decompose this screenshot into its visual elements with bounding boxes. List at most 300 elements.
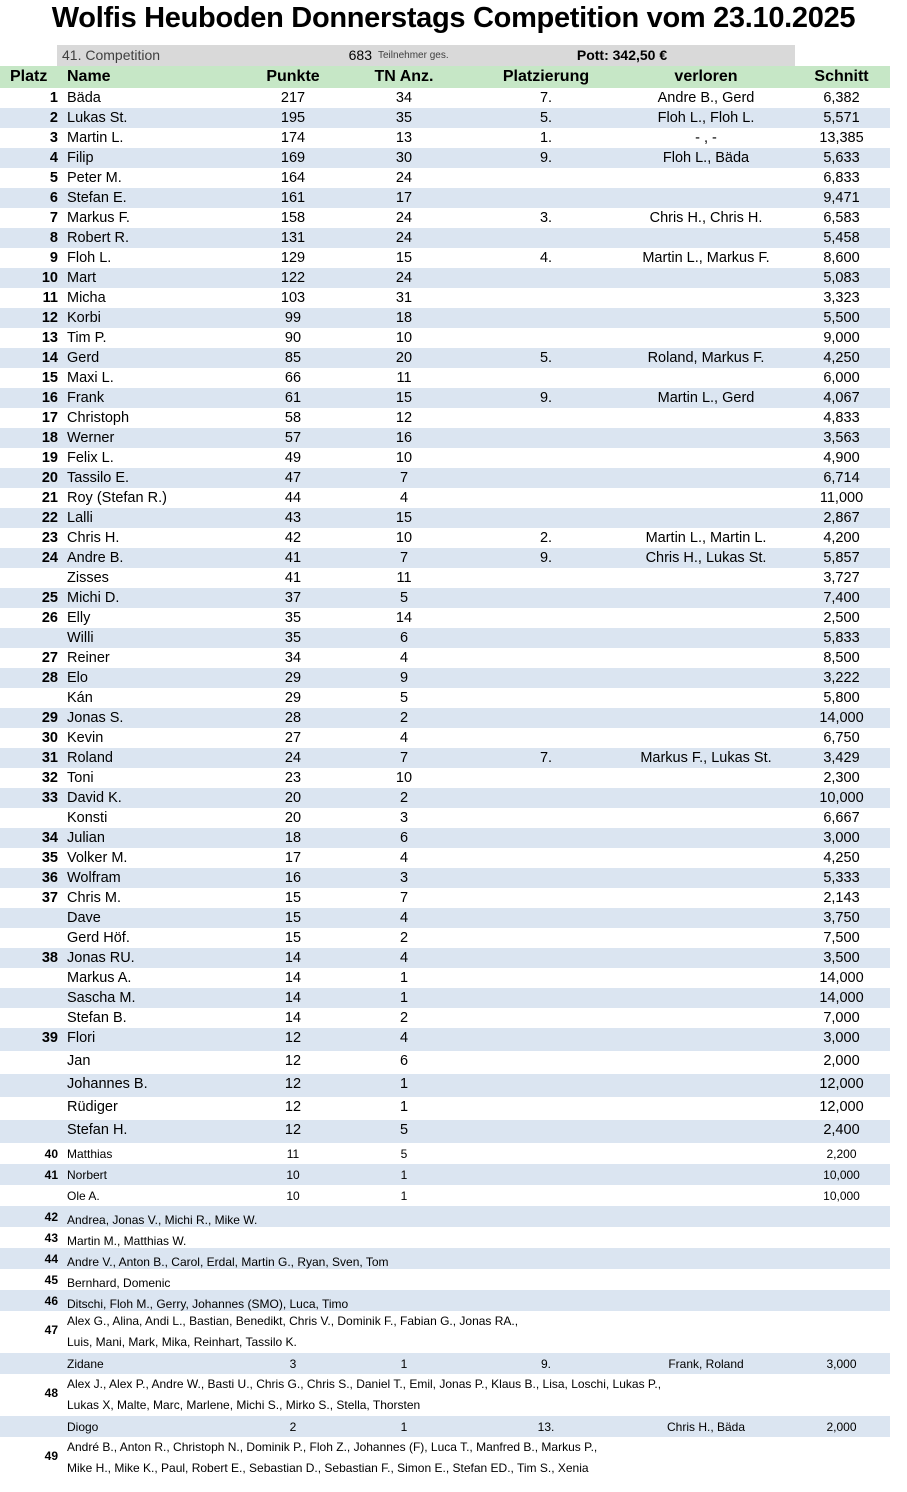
cell-platz: 46: [44, 1294, 58, 1308]
cell-tn: 4: [399, 730, 409, 746]
cell-platzierung: 13.: [537, 1420, 555, 1434]
cell-tn: 4: [399, 950, 409, 966]
cell-name: Filip: [67, 150, 94, 166]
cell-tn: 10: [395, 330, 413, 346]
cell-tn: 2: [399, 930, 409, 946]
cell-platzierung: 7.: [539, 750, 553, 766]
cell-punkte: 12: [284, 1099, 302, 1115]
table-row: [0, 768, 890, 788]
table-row: [0, 748, 890, 768]
cell-punkte: 164: [280, 170, 306, 186]
cell-verloren: Chris H., Lukas St.: [645, 550, 767, 566]
cell-tn: 3: [399, 870, 409, 886]
cell-schnitt: 12,000: [819, 1076, 864, 1092]
cell-name: Sascha M.: [67, 990, 136, 1006]
cell-name: Mart: [67, 270, 96, 286]
table-row: [0, 648, 890, 668]
cell-schnitt: 7,000: [823, 1010, 860, 1026]
cell-punkte: 37: [284, 590, 302, 606]
table-row: [0, 168, 890, 188]
cell-names-group: Martin M., Matthias W.: [67, 1234, 187, 1248]
table-row: [0, 668, 890, 688]
table-row: [0, 588, 890, 608]
cell-name: Stefan B.: [67, 1010, 127, 1026]
table-row: [0, 288, 890, 308]
cell-punkte: 3: [289, 1357, 297, 1371]
cell-name: Robert R.: [67, 230, 130, 246]
cell-punkte: 129: [280, 250, 306, 266]
table-row: [0, 1164, 890, 1185]
table-row: [0, 388, 890, 408]
cell-name: Roy (Stefan R.): [67, 490, 167, 506]
table-row: [0, 1248, 890, 1269]
cell-name: Tim P.: [67, 330, 107, 346]
cell-schnitt: 10,000: [819, 790, 864, 806]
table-row: [0, 408, 890, 428]
cell-platzierung: 9.: [539, 150, 553, 166]
table-row: [0, 1311, 890, 1353]
cell-punkte: 2: [289, 1420, 297, 1434]
cell-names-line: André B., Anton R., Christoph N., Dominik P., Floh Z., Johannes (F), Luca T., Manfred B., Markus P.,: [67, 1440, 598, 1454]
cell-platz: 14: [41, 350, 58, 366]
cell-schnitt: 5,571: [823, 110, 860, 126]
cell-platz: 19: [41, 450, 58, 466]
cell-punkte: 44: [284, 490, 302, 506]
cell-name: Julian: [67, 830, 105, 846]
cell-schnitt: 2,300: [823, 770, 860, 786]
table-row: [0, 1120, 890, 1143]
table-row: [0, 1269, 890, 1290]
cell-punkte: 15: [284, 930, 302, 946]
cell-schnitt: 8,600: [823, 250, 860, 266]
cell-platz: 40: [44, 1147, 58, 1161]
table-row: [0, 308, 890, 328]
table-row: [0, 1074, 890, 1097]
table-row: [0, 1290, 890, 1311]
cell-tn: 1: [399, 990, 409, 1006]
cell-schnitt: 5,458: [823, 230, 860, 246]
cell-schnitt: 6,750: [823, 730, 860, 746]
cell-name: Markus F.: [67, 210, 130, 226]
cell-platz: 47: [44, 1323, 58, 1337]
cell-tn: 30: [395, 150, 413, 166]
table-row: [0, 88, 890, 108]
cell-schnitt: 13,385: [819, 130, 864, 146]
table-row: [0, 908, 890, 928]
cell-tn: 17: [395, 190, 413, 206]
cell-schnitt: 5,500: [823, 310, 860, 326]
cell-schnitt: 10,000: [823, 1189, 860, 1203]
cell-names-group: [67, 1437, 867, 1479]
cell-name: Jonas RU.: [67, 950, 135, 966]
cell-platz: 4: [49, 150, 58, 166]
cell-platz: 38: [41, 950, 58, 966]
cell-platz: 20: [41, 470, 58, 486]
cell-tn: 15: [395, 250, 413, 266]
cell-schnitt: 4,833: [823, 410, 860, 426]
cell-punkte: 10: [286, 1189, 300, 1203]
cell-platzierung: 5.: [539, 350, 553, 366]
table-column-header: [0, 66, 890, 88]
cell-punkte: 12: [284, 1030, 302, 1046]
cell-name: Michi D.: [67, 590, 120, 606]
cell-name: Chris M.: [67, 890, 121, 906]
cell-platz: 2: [49, 110, 58, 126]
cell-platz: 42: [44, 1210, 58, 1224]
table-row: [0, 708, 890, 728]
cell-schnitt: 6,667: [823, 810, 860, 826]
cell-punkte: 47: [284, 470, 302, 486]
cell-schnitt: 2,000: [823, 1053, 860, 1069]
cell-tn: 6: [399, 830, 409, 846]
cell-name: Jan: [67, 1053, 91, 1069]
table-row: [0, 948, 890, 968]
cell-platz: 17: [41, 410, 58, 426]
page-title: Wolfis Heuboden Donnerstags Competition vom 23.10.2025: [51, 2, 856, 34]
cell-punkte: 169: [280, 150, 306, 166]
cell-name: Christoph: [67, 410, 130, 426]
cell-punkte: 20: [284, 810, 302, 826]
cell-name: Floh L.: [67, 250, 112, 266]
cell-schnitt: 5,857: [823, 550, 860, 566]
cell-verloren: Martin L., Gerd: [657, 390, 755, 406]
cell-punkte: 28: [284, 710, 302, 726]
cell-tn: 24: [395, 210, 413, 226]
cell-tn: 13: [395, 130, 413, 146]
cell-name: Chris H.: [67, 530, 120, 546]
table-row: [0, 808, 890, 828]
cell-schnitt: 14,000: [819, 990, 864, 1006]
cell-schnitt: 7,400: [823, 590, 860, 606]
cell-platzierung: 5.: [539, 110, 553, 126]
cell-tn: 5: [400, 1147, 408, 1161]
cell-platz: 21: [41, 490, 58, 506]
cell-platz: 31: [41, 750, 58, 766]
cell-verloren: Martin L., Markus F.: [642, 250, 770, 266]
table-row: [0, 1051, 890, 1074]
cell-schnitt: 9,000: [823, 330, 860, 346]
cell-tn: 3: [399, 810, 409, 826]
cell-schnitt: 4,200: [823, 530, 860, 546]
cell-tn: 4: [399, 650, 409, 666]
cell-names-group: [67, 1374, 867, 1416]
cell-tn: 1: [399, 970, 409, 986]
column-header-punkte: Punkte: [266, 68, 320, 85]
cell-schnitt: 3,727: [823, 570, 860, 586]
table-row: [0, 248, 890, 268]
table-row: [0, 268, 890, 288]
table-row: [0, 108, 890, 128]
table-row: [0, 1143, 890, 1164]
cell-names-group: Bernhard, Domenic: [67, 1276, 171, 1290]
table-row: [0, 348, 890, 368]
table-row: [0, 568, 890, 588]
cell-name: Norbert: [67, 1168, 108, 1182]
table-row: [0, 148, 890, 168]
cell-tn: 4: [399, 850, 409, 866]
cell-platz: 28: [41, 670, 58, 686]
cell-verloren: Martin L., Martin L.: [645, 530, 767, 546]
cell-platz: 24: [41, 550, 58, 566]
cell-schnitt: 2,143: [823, 890, 860, 906]
cell-tn: 34: [395, 90, 413, 106]
cell-platzierung: 7.: [539, 90, 553, 106]
cell-name: Ole A.: [67, 1189, 100, 1203]
cell-name: Stefan H.: [67, 1122, 128, 1138]
cell-name: Lalli: [67, 510, 93, 526]
cell-verloren: - , -: [695, 130, 717, 146]
cell-names-group: Andrea, Jonas V., Michi R., Mike W.: [67, 1213, 258, 1227]
cell-name: Martin L.: [67, 130, 124, 146]
cell-schnitt: 4,250: [823, 850, 860, 866]
cell-platz: 43: [44, 1231, 58, 1245]
cell-punkte: 66: [284, 370, 302, 386]
table-row: [0, 1028, 890, 1051]
cell-platz: 1: [49, 90, 58, 106]
cell-verloren: Roland, Markus F.: [647, 350, 765, 366]
cell-names-group: [67, 1311, 867, 1353]
table-row: [0, 1206, 890, 1227]
cell-names-line: Mike H., Mike K., Paul, Robert E., Sebastian D., Sebastian F., Simon E., Stefan ED., Tim S., Xenia: [67, 1461, 589, 1475]
cell-names-line: Lukas X, Malte, Marc, Marlene, Michi S., Mirko S., Stella, Thorsten: [67, 1398, 421, 1412]
cell-schnitt: 8,500: [823, 650, 860, 666]
table-row: [0, 228, 890, 248]
cell-name: Reiner: [67, 650, 110, 666]
cell-punkte: 58: [284, 410, 302, 426]
cell-punkte: 10: [286, 1168, 300, 1182]
cell-platz: 48: [44, 1386, 58, 1400]
cell-punkte: 14: [284, 950, 302, 966]
cell-tn: 10: [395, 450, 413, 466]
cell-schnitt: 4,900: [823, 450, 860, 466]
cell-platz: 10: [41, 270, 58, 286]
cell-punkte: 161: [280, 190, 306, 206]
participants-label: Teilnehmer ges.: [378, 50, 449, 61]
cell-verloren: Markus F., Lukas St.: [640, 750, 772, 766]
cell-name: Johannes B.: [67, 1076, 148, 1092]
cell-tn: 11: [396, 570, 412, 586]
cell-platz: 41: [44, 1168, 58, 1182]
cell-name: Dave: [67, 910, 101, 926]
cell-tn: 1: [400, 1189, 408, 1203]
cell-punkte: 14: [284, 970, 302, 986]
table-row: [0, 128, 890, 148]
cell-tn: 24: [395, 170, 413, 186]
cell-platzierung: 1.: [539, 130, 553, 146]
cell-names-group: Ditschi, Floh M., Gerry, Johannes (SMO), Luca, Timo: [67, 1297, 349, 1311]
cell-schnitt: 4,067: [823, 390, 860, 406]
cell-platz: 39: [41, 1030, 58, 1046]
pott-amount: Pott: 342,50 €: [576, 47, 668, 63]
cell-platz: 25: [41, 590, 58, 606]
cell-punkte: 14: [284, 1010, 302, 1026]
cell-platz: 6: [49, 190, 58, 206]
cell-tn: 15: [395, 390, 413, 406]
column-header-platzierung: Platzierung: [502, 68, 590, 85]
cell-schnitt: 3,000: [826, 1357, 857, 1371]
cell-platz: 45: [44, 1273, 58, 1287]
cell-schnitt: 6,583: [823, 210, 860, 226]
cell-schnitt: 5,633: [823, 150, 860, 166]
cell-schnitt: 5,800: [823, 690, 860, 706]
cell-tn: 7: [399, 550, 409, 566]
cell-tn: 6: [399, 1053, 409, 1069]
cell-name: Rüdiger: [67, 1099, 118, 1115]
cell-platz: 36: [41, 870, 58, 886]
cell-name: Peter M.: [67, 170, 122, 186]
cell-platzierung: 9.: [539, 550, 553, 566]
cell-schnitt: 6,000: [823, 370, 860, 386]
cell-schnitt: 6,382: [823, 90, 860, 106]
cell-tn: 18: [395, 310, 413, 326]
column-header-schnitt: Schnitt: [814, 68, 869, 85]
cell-punkte: 99: [284, 310, 302, 326]
cell-name: Wolfram: [67, 870, 121, 886]
cell-tn: 1: [400, 1420, 408, 1434]
cell-platz: 27: [41, 650, 58, 666]
cell-tn: 1: [400, 1168, 408, 1182]
column-header-tn-anz: TN Anz.: [374, 68, 434, 85]
cell-tn: 5: [399, 690, 409, 706]
cell-verloren: Floh L., Bäda: [662, 150, 750, 166]
cell-verloren: Frank, Roland: [668, 1357, 744, 1371]
cell-tn: 5: [399, 1122, 409, 1138]
cell-platz: 8: [49, 230, 58, 246]
cell-tn: 16: [395, 430, 413, 446]
info-bar: [57, 45, 795, 66]
cell-punkte: 15: [284, 890, 302, 906]
table-row: [0, 368, 890, 388]
cell-platz: 35: [41, 850, 58, 866]
table-row: [0, 188, 890, 208]
cell-platz: 34: [41, 830, 58, 846]
cell-tn: 7: [399, 890, 409, 906]
competition-number: 41. Competition: [62, 47, 161, 63]
cell-schnitt: 7,500: [823, 930, 860, 946]
cell-schnitt: 2,400: [823, 1122, 860, 1138]
cell-schnitt: 10,000: [823, 1168, 860, 1182]
cell-platz: 9: [49, 250, 58, 266]
cell-tn: 6: [399, 630, 409, 646]
cell-verloren: Floh L., Floh L.: [657, 110, 755, 126]
cell-schnitt: 2,000: [826, 1420, 857, 1434]
cell-platz: 49: [44, 1449, 58, 1463]
cell-tn: 14: [395, 610, 413, 626]
cell-name: Micha: [67, 290, 106, 306]
cell-tn: 2: [399, 1010, 409, 1026]
cell-punkte: 14: [284, 990, 302, 1006]
table-row: [0, 868, 890, 888]
cell-name: Konsti: [67, 810, 108, 826]
cell-names-line: Alex G., Alina, Andi L., Bastian, Benedikt, Chris V., Dominik F., Fabian G., Jonas RA.,: [67, 1314, 519, 1328]
cell-punkte: 158: [280, 210, 306, 226]
cell-schnitt: 3,222: [823, 670, 860, 686]
column-header-platz: Platz: [10, 68, 48, 85]
table-row: [0, 1374, 890, 1416]
cell-punkte: 122: [280, 270, 306, 286]
cell-tn: 1: [400, 1357, 408, 1371]
cell-name: Willi: [67, 630, 94, 646]
cell-platzierung: 9.: [540, 1357, 551, 1371]
cell-schnitt: 2,867: [823, 510, 860, 526]
cell-schnitt: 3,000: [823, 1030, 860, 1046]
cell-punkte: 34: [284, 650, 302, 666]
table-row: [0, 928, 890, 948]
cell-schnitt: 14,000: [819, 710, 864, 726]
cell-platz: 3: [49, 130, 58, 146]
cell-tn: 1: [399, 1076, 409, 1092]
cell-name: Jonas S.: [67, 710, 124, 726]
column-header-name: Name: [67, 68, 111, 85]
cell-schnitt: 6,833: [823, 170, 860, 186]
cell-punkte: 49: [284, 450, 302, 466]
cell-platz: 18: [41, 430, 58, 446]
cell-name: Werner: [67, 430, 115, 446]
cell-verloren: Chris H., Bäda: [666, 1420, 746, 1434]
cell-names-line: Alex J., Alex P., Andre W., Basti U., Chris G., Chris S., Daniel T., Emil, Jonas P., Klaus B., Lisa, Loschi, Lukas P.,: [67, 1377, 662, 1391]
table-row: [0, 1097, 890, 1120]
cell-punkte: 103: [280, 290, 306, 306]
table-row: [0, 428, 890, 448]
column-header-verloren: verloren: [674, 68, 738, 85]
cell-punkte: 20: [284, 790, 302, 806]
cell-tn: 5: [399, 590, 409, 606]
table-row: [0, 448, 890, 468]
cell-name: Tassilo E.: [67, 470, 130, 486]
cell-punkte: 195: [280, 110, 306, 126]
cell-schnitt: 3,750: [823, 910, 860, 926]
cell-name: Zidane: [67, 1357, 104, 1371]
cell-platz: 26: [41, 610, 58, 626]
cell-name: Volker M.: [67, 850, 128, 866]
cell-schnitt: 9,471: [823, 190, 860, 206]
cell-name: Andre B.: [67, 550, 124, 566]
cell-punkte: 29: [284, 670, 302, 686]
cell-schnitt: 2,200: [826, 1147, 857, 1161]
cell-punkte: 217: [280, 90, 306, 106]
cell-punkte: 23: [284, 770, 302, 786]
cell-name: Elly: [67, 610, 91, 626]
cell-tn: 11: [396, 370, 412, 386]
table-row: [0, 1185, 890, 1206]
table-row: [0, 508, 890, 528]
table-row: [0, 988, 890, 1008]
cell-tn: 4: [399, 1030, 409, 1046]
cell-names-group: Andre V., Anton B., Carol, Erdal, Martin G., Ryan, Sven, Tom: [67, 1255, 389, 1269]
cell-punkte: 85: [284, 350, 302, 366]
cell-punkte: 131: [280, 230, 306, 246]
table-row: [0, 488, 890, 508]
table-row: [0, 1437, 890, 1479]
cell-tn: 24: [395, 230, 413, 246]
cell-punkte: 41: [284, 550, 302, 566]
cell-name: Matthias: [67, 1147, 113, 1161]
cell-name: Gerd: [67, 350, 100, 366]
table-row: [0, 1416, 890, 1437]
cell-schnitt: 3,563: [823, 430, 860, 446]
cell-name: Maxi L.: [67, 370, 114, 386]
cell-punkte: 41: [284, 570, 302, 586]
cell-tn: 24: [395, 270, 413, 286]
cell-tn: 10: [395, 770, 413, 786]
cell-punkte: 43: [284, 510, 302, 526]
table-row: [0, 208, 890, 228]
cell-punkte: 42: [284, 530, 302, 546]
cell-platz: 7: [49, 210, 58, 226]
cell-platz: 44: [44, 1252, 58, 1266]
cell-schnitt: 14,000: [819, 970, 864, 986]
cell-name: Diogo: [67, 1420, 99, 1434]
